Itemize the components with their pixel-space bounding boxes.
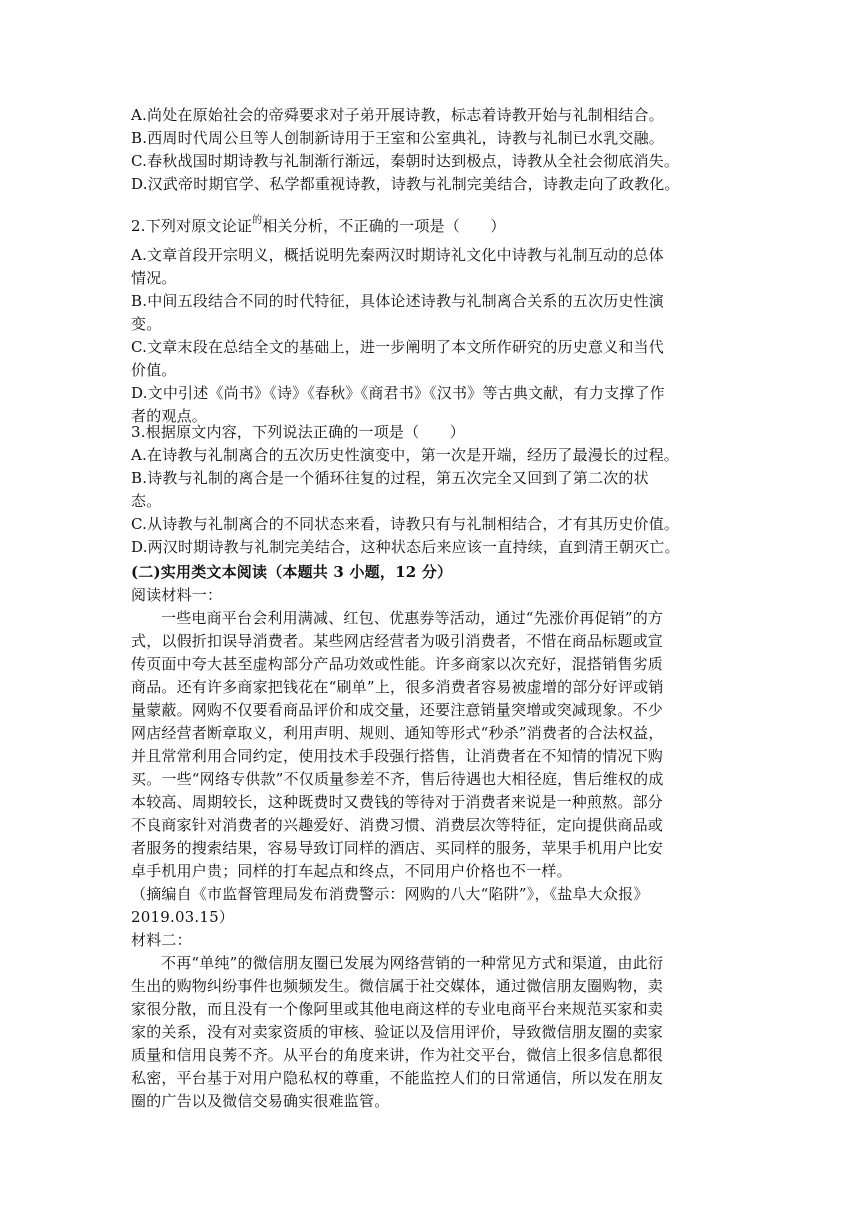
material1-line: 式，以假折扣误导消费者。某些网店经营者为吸引消费者，不惜在商品标题或宣	[131, 632, 664, 650]
q1-option-a: A.尚处在原始社会的帝舜要求对子弟开展诗教，标志着诗教开始与礼制相结合。	[131, 106, 664, 124]
q2-stem-superscript: 的	[252, 215, 263, 226]
material1-line: 并且常常利用合同约定，使用技术手段强行搭售，让消费者在不知情的情况下购	[131, 747, 664, 765]
q1-option-d: D.汉武帝时期官学、私学都重视诗教，诗教与礼制完美结合，诗教走向了政教化。	[131, 175, 680, 193]
material1-line: 网店经营者断章取义，利用声明、规则、通知等形式“秒杀”消费者的合法权益，	[131, 724, 664, 742]
q2-option-a-line1: A.文章首段开宗明义，概括说明先秦两汉时期诗礼文化中诗教与礼制互动的总体	[131, 246, 664, 264]
material2-line: 圈的广告以及微信交易确实很难监管。	[131, 1092, 390, 1110]
material2-line: 不再“单纯”的微信朋友圈已发展为网络营销的一种常见方式和渠道，由此衍	[161, 954, 664, 972]
q2-option-d-line1: D.文中引述《尚书》《诗》《春秋》《商君书》《汉书》等古典文献，有力支撑了作	[131, 384, 665, 402]
q2-option-b-line2: 变。	[131, 315, 162, 333]
material1-line: 传页面中夸大甚至虚构部分产品功效或性能。许多商家以次充好，混搭销售劣质	[131, 655, 664, 673]
q1-option-b: B.西周时代周公旦等人创制新诗用于王室和公室典礼，诗教与礼制已水乳交融。	[131, 129, 664, 147]
q3-option-b-line2: 态。	[131, 492, 162, 510]
material1-line: 卓手机用户贵；同样的打车起点和终点，不同用户价格也不一样。	[131, 862, 572, 880]
q2-stem	[131, 210, 731, 237]
material2-line: 质量和信用良莠不齐。从平台的角度来讲，作为社交平台，微信上很多信息都很	[131, 1046, 664, 1064]
material1-label: 阅读材料一：	[131, 586, 223, 604]
material1-source-line1: （摘编自《市监督管理局发布消费警示：网购的八大“陷阱”》，《盐阜大众报》	[131, 885, 649, 903]
q2-option-c-line2: 价值。	[131, 361, 177, 379]
material1-line: 者服务的搜索结果，容易导致订同样的酒店、买同样的服务，苹果手机用户比安	[131, 839, 664, 857]
material2-line: 家很分散，而且没有一个像阿里或其他电商这样的专业电商平台来规范买家和卖	[131, 1000, 664, 1018]
material1-line: 一些电商平台会利用满减、红包、优惠券等活动，通过“先涨价再促销”的方	[161, 609, 664, 627]
material2-label: 材料二：	[131, 931, 192, 949]
material2-line: 家的关系，没有对卖家资质的审核、验证以及信用评价，导致微信朋友圈的卖家	[131, 1023, 664, 1041]
section-heading: (二)实用类文本阅读（本题共 3 小题，12 分）	[131, 563, 453, 581]
q3-option-d: D.两汉时期诗教与礼制完美结合，这种状态后来应该一直持续，直到清王朝灭亡。	[131, 538, 680, 556]
material1-line: 买。一些“网络专供款”不仅质量参差不齐，售后待遇也大相径庭，售后维权的成	[131, 770, 664, 788]
material1-line: 商品。还有许多商家把钱花在“刷单”上，很多消费者容易被虚增的部分好评或销	[131, 678, 664, 696]
q3-option-a: A.在诗教与礼制离合的五次历史性演变中，第一次是开端，经历了最漫长的过程。	[131, 446, 680, 464]
q2-option-b-line1: B.中间五段结合不同的时代特征，具体论述诗教与礼制离合关系的五次历史性演	[131, 292, 664, 310]
material1-line: 量蒙蔽。网购不仅要看商品评价和成交量，还要注意销量突增或突减现象。不少	[131, 701, 664, 719]
q3-option-b-line1: B.诗教与礼制的离合是一个循环往复的过程，第五次完全又回到了第二次的状	[131, 469, 649, 487]
q3-option-c: C.从诗教与礼制离合的不同状态来看，诗教只有与礼制相结合，才有其历史价值。	[131, 515, 680, 533]
q1-option-c: C.春秋战国时期诗教与礼制渐行渐远，秦朝时达到极点，诗教从全社会彻底消失。	[131, 152, 680, 170]
q2-option-d-line2: 者的观点。	[131, 407, 208, 425]
material1-line: 不良商家针对消费者的兴趣爱好、消费习惯、消费层次等特征，定向提供商品或	[131, 816, 664, 834]
material1-line: 本较高、周期较长，这种既费时又费钱的等待对于消费者来说是一种煎熬。部分	[131, 793, 664, 811]
q2-stem-pre: 2.下列对原文论证	[131, 217, 253, 235]
q2-option-c-line1: C.文章末段在总结全文的基础上，进一步阐明了本文所作研究的历史意义和当代	[131, 338, 664, 356]
q2-stem-post: 相关分析，不正确的一项是（ ）	[262, 217, 506, 235]
q2-option-a-line2: 情况。	[131, 269, 177, 287]
q3-stem: 3.根据原文内容，下列说法正确的一项是（ ）	[131, 423, 465, 441]
material2-line: 私密，平台基于对用户隐私权的尊重，不能监控人们的日常通信，所以发在朋友	[131, 1069, 664, 1087]
material2-line: 生出的购物纠纷事件也频频发生。微信属于社交媒体，通过微信朋友圈购物，卖	[131, 977, 664, 995]
material1-source-line2: 2019.03.15）	[131, 908, 235, 926]
